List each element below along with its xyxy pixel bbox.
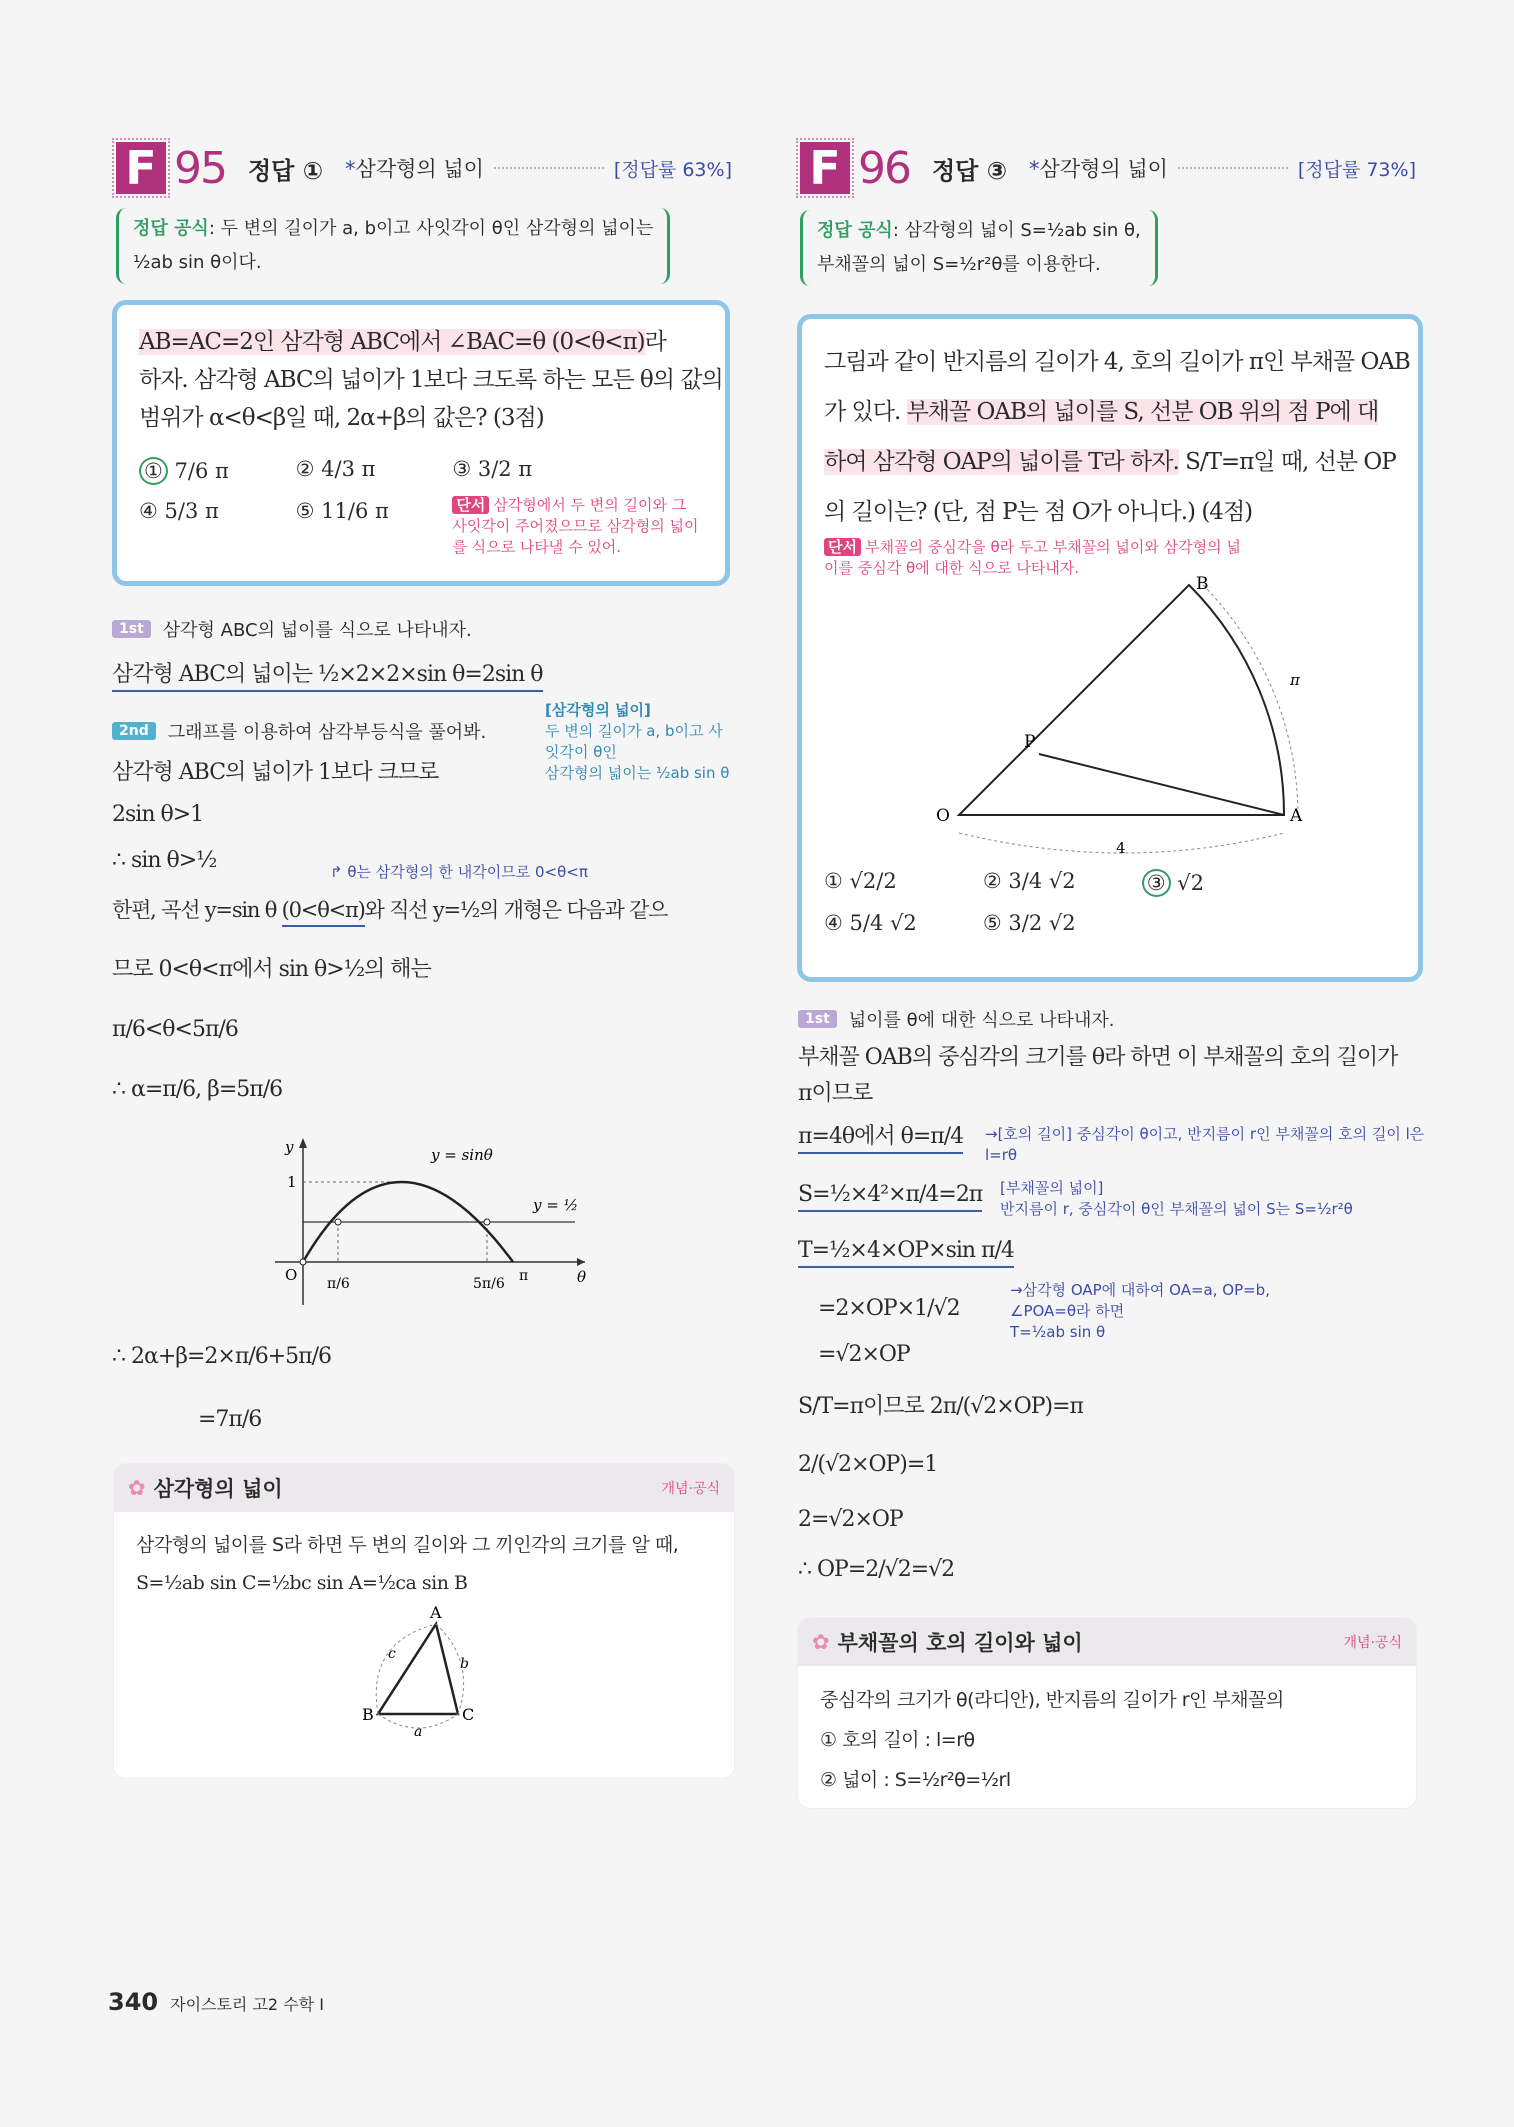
concept-text: 중심각의 크기가 θ(라디안), 반지름의 길이가 r인 부채꼴의 [820,1689,1284,1711]
side-note-arc-length: →[호의 길이] 중심각이 θ이고, 반지름이 r인 부채꼴의 호의 길이 l은 l=rθ [985,1125,1425,1164]
answer-formula-box [116,208,670,284]
svg-text:c: c [388,1646,396,1662]
step-2: 2nd 그래프를 이용하여 삼각부등식을 풀어봐. [112,718,486,744]
label-arc: π [1290,671,1300,689]
choice-5[interactable]: ⑤ 3/2 √2 [982,911,1076,935]
tick-pi: π [519,1268,529,1284]
solution-line: ∴ α=π/6, β=5π/6 [112,1077,283,1102]
concept-label: 개념·공식 [661,1481,720,1497]
tick-5pi6: 5π/6 [473,1276,505,1292]
sector-figure [824,575,1364,865]
concept-item-2: ② 넓이 : S=½r²θ=½rl [820,1769,1011,1791]
topic-label: *삼각형의 넓이 [1029,157,1168,181]
svg-text:a: a [414,1724,422,1740]
formula-text: : 삼각형의 넓이 S=½ab sin θ, [892,220,1141,241]
formula-text-2: ½ab sin θ이다. [133,252,262,273]
y-axis-label: y [285,1138,294,1156]
problem-96-box [797,314,1423,982]
flower-icon: ✿ [128,1476,146,1500]
choice-3[interactable]: ③ √2 [1142,869,1396,897]
concept-text: 삼각형의 넓이를 S라 하면 두 변의 길이와 그 끼인각의 크기를 알 때, [136,1534,679,1556]
choice-3[interactable]: ③ 3/2 π [452,457,533,481]
formula-key: 정답 공식 [133,218,209,239]
problem-95-box [112,300,730,586]
svg-text:b: b [460,1656,469,1672]
sector-OAB [959,585,1284,815]
side-note-theta-range: ↱ θ는 삼각형의 한 내각이므로 0<θ<π [330,863,588,881]
svg-text:C: C [462,1705,474,1724]
formula-text-2: 부채꼴의 넓이 S=½r²θ를 이용한다. [817,254,1101,275]
side-note-triangle: →삼각형 OAP에 대하여 OA=a, OP=b, ∠POA=θ라 하면 T=½ab sin θ [1010,1281,1270,1341]
formula-text: : 두 변의 길이가 a, b이고 사잇각이 θ인 삼각형의 넓이는 [208,218,654,239]
choice-4[interactable]: ④ 5/3 π [139,499,219,523]
page-number: 340 [108,1988,159,2016]
solution-intro: 부채꼴 OAB의 중심각의 크기를 θ라 하면 이 부채꼴의 호의 길이가 π이므로 [798,1045,1398,1106]
eq-ratio: S/T=π이므로 2π/(√2×OP)=π [798,1394,1084,1419]
tick-pi6: π/6 [327,1276,350,1292]
answer-formula-box [800,210,1158,286]
step-1: 1st 넓이를 θ에 대한 식으로 나타내자. [798,1006,1114,1032]
solution-line: 한편, 곡선 y=sin θ (0<θ<π)와 직선 y=½의 개형은 다음과 같으 [112,895,667,925]
eq-answer: ∴ OP=2/√2=√2 [798,1557,955,1582]
x-axis-label: θ [577,1268,587,1286]
book-title: 자이스토리 고2 수학 Ⅰ [170,1995,324,2014]
label-B: B [1196,575,1209,594]
problem-number: 96 [858,142,910,194]
final-answer: =7π/6 [198,1407,262,1432]
eq-T: T=½×4×OP×sin π/4 [798,1236,1014,1266]
intersection-point [335,1219,341,1225]
solution-line: π/6<θ<5π/6 [112,1017,238,1042]
eq-S: S=½×4²×π/4=2π [798,1180,982,1210]
triangle-figure [336,1602,536,1742]
final-line: ∴ 2α+β=2×π/6+5π/6 [112,1344,332,1369]
dotted-divider [494,167,604,169]
problem-95-header [116,138,732,198]
flower-icon: ✿ [812,1630,830,1654]
solution-line: 므로 0<θ<π에서 sin θ>½의 해는 [112,957,431,982]
answer-label: 정답 ③ [932,156,1008,185]
choice-5[interactable]: ⑤ 11/6 π [295,499,389,523]
origin-label: O [285,1266,298,1284]
concept-title: 부채꼴의 호의 길이와 넓이 [837,1631,1083,1655]
eq-7: 2/(√2×OP)=1 [798,1452,938,1477]
choice-4[interactable]: ④ 5/4 √2 [824,911,917,935]
side-note-triangle-area: [삼각형의 넓이] 두 변의 길이가 a, b이고 사잇각이 θ인 삼각형의 넓이는 ½ab sin θ [545,701,730,782]
solution-line: 삼각형 ABC의 넓이는 ½×2×2×sin θ=2sin θ [112,660,543,690]
concept-formula: S=½ab sin C=½bc sin A=½ca sin B [136,1572,468,1594]
svg-text:A: A [430,1603,442,1622]
problem-96-header [800,138,1416,198]
x-axis-arrow [577,1258,585,1266]
eq-T-2: =2×OP×1/√2 [818,1296,960,1321]
side-note-sector-area: [부채꼴의 넓이] 반지름이 r, 중심각이 θ인 부채꼴의 넓이 S는 S=½r²θ [1000,1179,1353,1218]
choice-1[interactable]: ① √2/2 [824,869,897,893]
sine-graph [255,1130,595,1315]
concept-title: 삼각형의 넓이 [153,1477,283,1501]
formula-key: 정답 공식 [817,220,893,241]
choices [824,869,1396,935]
page-footer [108,1988,324,2016]
step-1: 1st 삼각형 ABC의 넓이를 식으로 나타내자. [112,616,472,642]
choices [139,457,703,558]
concept-item-1: ① 호의 길이 : l=rθ [820,1729,975,1751]
topic-label: *삼각형의 넓이 [345,157,484,181]
segment-PA [1039,754,1284,815]
section-badge: F [800,142,850,194]
curve-label: y = sinθ [431,1146,493,1164]
eq-theta: π=4θ에서 θ=π/4 [798,1122,963,1152]
correct-rate: [정답률 63%] [613,158,732,181]
svg-text:B: B [362,1705,374,1724]
concept-box-triangle-area [114,1464,734,1778]
label-radius: 4 [1116,839,1126,857]
origin-point [300,1259,306,1265]
y-axis-arrow [299,1138,307,1148]
label-A: A [1290,806,1303,826]
choice-2[interactable]: ② 3/4 √2 [982,869,1076,893]
problem-text: AB=AC=2인 삼각형 ABC에서 ∠BAC=θ (0<θ<π)라 하자. 삼각형 ABC의 넓이가 1보다 크도록 하는 모든 θ의 값의 범위가 α<θ<β일 때, 2α+β의 값은? (3점) [139,329,723,431]
triangle [378,1624,458,1714]
concept-box-sector [798,1618,1416,1808]
choice-2[interactable]: ② 4/3 π [295,457,376,481]
line-label: y = ½ [533,1196,579,1214]
answer-label: 정답 ① [248,156,324,185]
hint-note: 단서 부채꼴의 중심각을 θ라 두고 부채꼴의 넓이와 삼각형의 넓이를 중심각 θ에 대한 식으로 나타내자. [824,538,1241,577]
label-O: O [936,806,950,826]
solution-lines: 삼각형 ABC의 넓이가 1보다 크므로 2sin θ>1 ∴ sin θ>½ [112,760,439,873]
eq-8: 2=√2×OP [798,1507,903,1532]
correct-rate: [정답률 73%] [1297,158,1416,181]
problem-number: 95 [174,142,226,194]
choice-1[interactable]: ① 7/6 π [139,457,296,485]
label-P: P [1024,732,1036,752]
hint-note: 단서 삼각형에서 두 변의 길이와 그 사잇각이 주어졌으므로 삼각형의 넓이를 식으로 나타낼 수 있어. [452,496,699,556]
problem-text: 그림과 같이 반지름의 길이가 4, 호의 길이가 π인 부채꼴 OAB 가 있다. 부채꼴 OAB의 넓이를 S, 선분 OB 위의 점 P에 대 하여 삼각형 OAP의 넓이를 T라 하자. S/T=π일 때, 선분 OP 의 길이는? (단, 점 P는 점 O가 아니다.) (4점) [824,349,1410,525]
eq-T-3: =√2×OP [818,1342,910,1367]
tick-one: 1 [287,1173,297,1191]
section-badge: F [116,142,166,194]
concept-label: 개념·공식 [1343,1635,1402,1651]
dotted-divider [1178,167,1288,169]
intersection-point [484,1219,490,1225]
